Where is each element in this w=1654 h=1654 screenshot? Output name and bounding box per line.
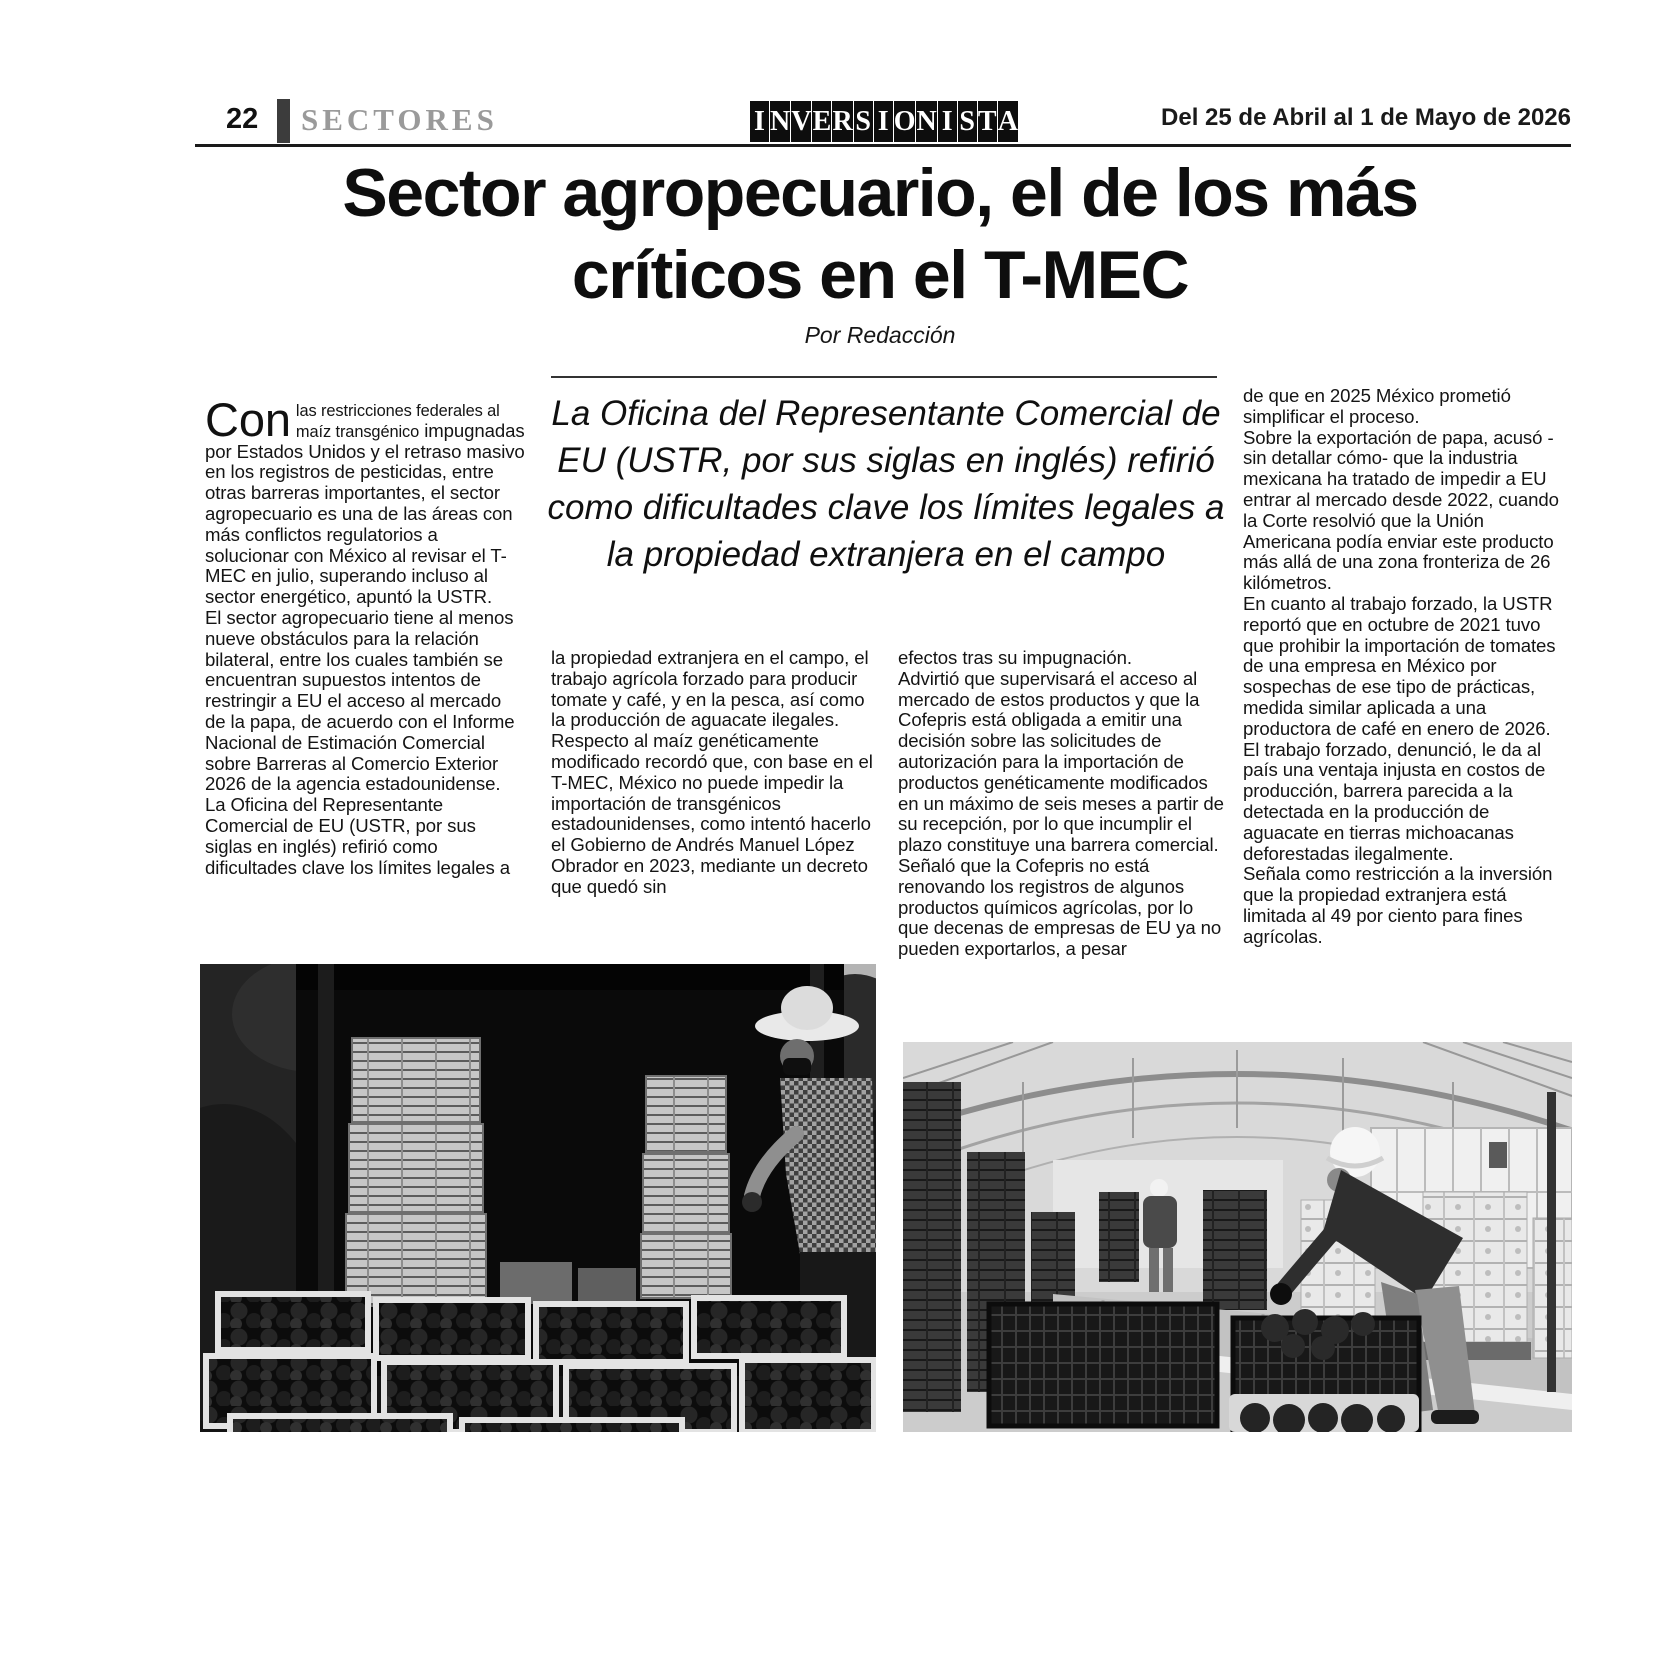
section-divider-bar — [277, 99, 290, 143]
body-column-2 — [551, 648, 879, 898]
masthead-letter: S — [958, 101, 978, 142]
paragraph: La Oficina del Representante Comercial de EU (USTR, por sus siglas en inglés) refirió como dificultades clave los límites legales a — [205, 794, 511, 878]
paragraph: El sector agropecuario tiene al menos nueve obstáculos para la relación bilateral, entre los cuales también se encuentran supuestos intentos de restringir a EU el acceso al mercado de la papa, de acuerdo con el Informe Nacional de Estimación Comercial sobre Barreras al Comercio Exterior 2026 de la agencia estadounidense. — [205, 606, 515, 795]
masthead-letter: A — [997, 106, 1018, 137]
paragraph: la propiedad extranjera en el campo, el trabajo agrícola forzado para producir tomate y café, y en la pesca, así como la producción de aguacate ilegales. — [551, 647, 869, 731]
masthead-letter: I — [938, 101, 958, 142]
intro-text: las restricciones federales al maíz transgénico — [295, 402, 500, 441]
warehouse-illustration — [903, 1042, 1572, 1432]
headline-line-2: críticos en el T-MEC — [571, 237, 1189, 313]
paragraph: Señala como restricción a la inversión que la propiedad extranjera está limitada al 49 por ciento para fines agrícolas. — [1243, 863, 1553, 947]
header-rule — [195, 144, 1571, 147]
paragraph: Con las restricciones federales al maíz transgénico impugnadas por Estados Unidos y el retraso masivo en los registros de pesticidas, entre otras barreras importantes, el sector agropecuario es una de las áreas con más conflictos regulatorios a solucionar con México al revisar el T-MEC en julio, superando incluso al sector energético, apuntó la USTR. — [205, 393, 525, 608]
drop-cap: Con — [205, 393, 291, 446]
section-title: SECTORES — [301, 102, 498, 137]
issue-date-range: Del 25 de Abril al 1 de Mayo de 2026 — [1161, 104, 1571, 131]
page-number: 22 — [226, 103, 259, 135]
truck-loading-illustration — [200, 964, 876, 1432]
masthead-letter: V — [791, 101, 812, 142]
paragraph: Advirtió que supervisará el acceso al mercado de estos productos y que la Cofepris está obligada a emitir una decisión sobre las solicitudes de autorización para la importación de productos genéticamente modificados en un máximo de seis meses a partir de su recepción, por lo que incumplir el plazo constituye una barrera comercial. — [898, 667, 1224, 856]
paragraph: de que en 2025 México prometió simplificar el proceso. — [1243, 385, 1511, 427]
paragraph: efectos tras su impugnación. — [898, 647, 1132, 668]
byline: Por Redacción — [804, 322, 956, 348]
paragraph: Señaló que la Cofepris no está renovando los registros de algunos productos químicos agrícolas, por lo que decenas de empresas de EU ya no pueden exportarlos, a pesar — [898, 854, 1222, 960]
avocado-crates-truck-loading-photo — [200, 964, 876, 1432]
black-crates — [989, 1304, 1419, 1432]
article-headline — [120, 152, 1640, 316]
avocado-crates — [206, 1294, 874, 1432]
paragraph: El trabajo forzado, denunció, le da al país una ventaja injusta en costos de producción, barrera parecida a la detectada en la producción de aguacate en tierras michoacanas deforestadas ilegalmente. — [1243, 738, 1546, 864]
masthead-letter: N — [916, 101, 937, 142]
body-column-3 — [898, 648, 1228, 960]
paragraph: En cuanto al trabajo forzado, la USTR reportó que en octubre de 2021 tuvo que prohibir la importación de tomates de una empresa en México por sospechas de ese tipo de prácticas, medida similar aplicada a una productora de café en enero de 2026. — [1243, 592, 1556, 739]
body-column-1 — [205, 393, 525, 878]
masthead-inversionista — [750, 101, 1018, 142]
pull-quote-rule — [551, 376, 1217, 378]
masthead-letter: O — [894, 101, 917, 142]
masthead-letter: T — [978, 101, 998, 142]
masthead-letter: R — [832, 101, 853, 142]
masthead-letter: S — [854, 101, 874, 142]
masthead-letter: I — [750, 101, 770, 142]
paragraph: Respecto al maíz genéticamente modificado recordó que, con base en el T-MEC, México no puede impedir la importación de transgénicos estadounidenses, como intentó hacerlo el Gobierno de Andrés Manuel López Obrador en 2023, mediante un decreto que quedó sin — [551, 730, 873, 897]
pull-quote: La Oficina del Representante Comercial de EU (USTR, por sus siglas en inglés) refirió como dificultades clave los límites legales a la propiedad extranjera en el campo — [547, 394, 1225, 574]
avocado-packing-warehouse-photo — [903, 1042, 1572, 1432]
body-column-4 — [1243, 386, 1569, 948]
paragraph: Sobre la exportación de papa, acusó -sin detallar cómo- que la industria mexicana ha tratado de impedir a EU entrar al mercado desde 2022, cuando la Corte resolvió que la Unión Americana podía enviar este producto más allá de una zona fronteriza de 26 kilómetros. — [1243, 426, 1559, 594]
masthead-letter: I — [874, 101, 894, 142]
headline-line-1: Sector agropecuario, el de los más — [342, 155, 1418, 231]
masthead-letter: N — [770, 101, 791, 142]
masthead-letter: E — [812, 101, 832, 142]
